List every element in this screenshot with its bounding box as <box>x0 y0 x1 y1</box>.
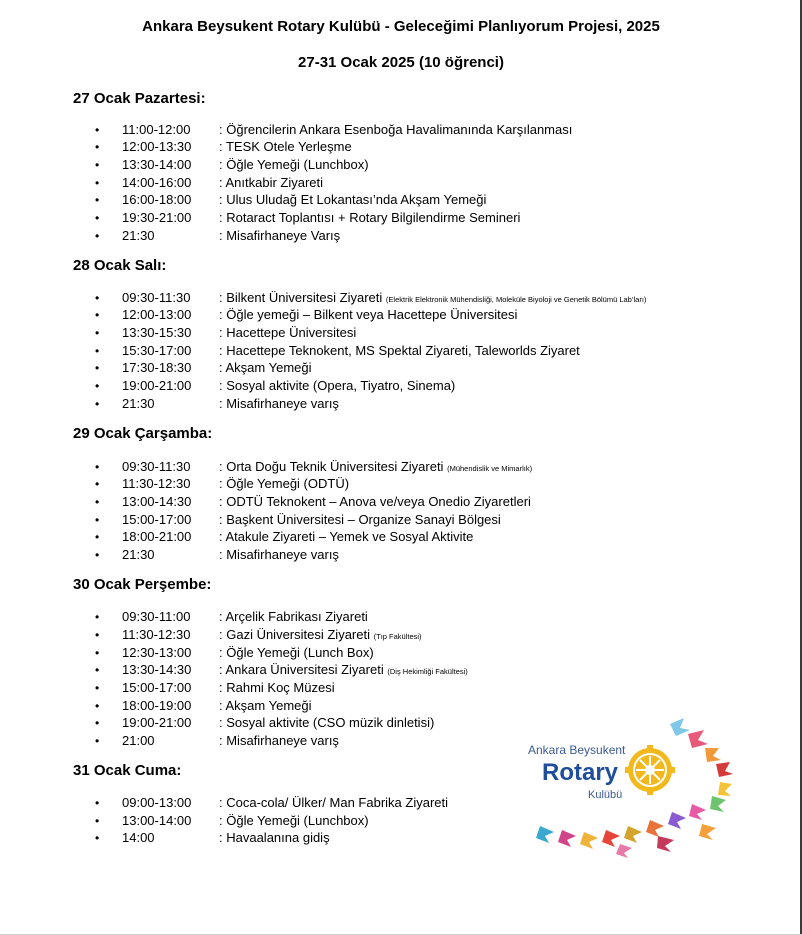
item-time: 16:00-18:00 <box>122 192 192 207</box>
day-heading: 30 Ocak Perşembe: <box>73 576 212 593</box>
bullet: • <box>95 158 100 172</box>
bullet: • <box>95 530 100 544</box>
item-time: 13:30-14:30 <box>122 662 192 677</box>
bullet: • <box>95 796 100 810</box>
bullet: • <box>95 495 100 509</box>
item-text: : Öğle Yemeği (Lunchbox) <box>219 813 369 828</box>
bullet: • <box>95 140 100 154</box>
item-time: 09:00-13:00 <box>122 795 192 810</box>
bullet: • <box>95 211 100 225</box>
bullet: • <box>95 361 100 375</box>
item-time: 13:30-14:00 <box>122 157 192 172</box>
item-text: : Başkent Üniversitesi – Organize Sanayi Bölgesi <box>219 512 501 527</box>
item-time: 14:00 <box>122 830 155 845</box>
item-note: (Mühendislik ve Mimarlık) <box>447 464 533 473</box>
item-time: 12:30-13:00 <box>122 645 192 660</box>
item-time: 15:30-17:00 <box>122 343 192 358</box>
item-time: 12:00-13:30 <box>122 139 192 154</box>
bullet: • <box>95 397 100 411</box>
item-time: 13:00-14:00 <box>122 813 192 828</box>
dove-shape <box>602 830 620 847</box>
item-text: : Hacettepe Üniversitesi <box>219 325 357 340</box>
item-text: : TESK Otele Yerleşme <box>219 139 352 154</box>
item-time: 13:30-15:30 <box>122 325 192 340</box>
dove-shape <box>668 812 686 829</box>
dove-shape <box>646 820 664 837</box>
item-time: 09:30-11:30 <box>122 290 191 305</box>
dove-shape <box>616 844 632 858</box>
item-text <box>219 626 422 646</box>
item-text: : Sosyal aktivite (CSO müzik dinletisi) <box>219 715 435 730</box>
item-text-main: : Ankara Üniversitesi Ziyareti <box>219 662 384 677</box>
item-text: : Akşam Yemeği <box>219 698 312 713</box>
bullet: • <box>95 663 100 677</box>
logo-line-2: Rotary <box>542 759 619 786</box>
item-text: : Hacettepe Teknokent, MS Spektal Ziyareti, Taleworlds Ziyaret <box>219 343 580 358</box>
bullet: • <box>95 699 100 713</box>
item-text: : Misafirhaneye varış <box>219 733 339 748</box>
item-text: : Havaalanına gidiş <box>219 830 330 845</box>
item-time: 09:30-11:00 <box>122 609 191 624</box>
item-time: 09:30-11:30 <box>122 459 191 474</box>
bullet: • <box>95 548 100 562</box>
item-time: 15:00-17:00 <box>122 512 192 527</box>
bullet: • <box>95 460 100 474</box>
item-text-main: : Bilkent Üniversitesi Ziyareti <box>219 290 383 305</box>
item-time: 19:00-21:00 <box>122 715 192 730</box>
dove-shape <box>624 826 642 843</box>
bullet: • <box>95 344 100 358</box>
item-text: : Sosyal aktivite (Opera, Tiyatro, Sinema) <box>219 378 456 393</box>
item-text: : Misafirhaneye varış <box>219 396 339 411</box>
bullet: • <box>95 477 100 491</box>
dove-shape <box>710 796 726 812</box>
item-text: : Akşam Yemeği <box>219 360 312 375</box>
dove-shape <box>699 824 716 840</box>
rotary-wheel-icon <box>625 745 675 795</box>
dove-shape <box>670 718 690 736</box>
bullet: • <box>95 193 100 207</box>
item-text: : Öğle Yemeği (Lunch Box) <box>219 645 374 660</box>
item-time: 11:30-12:30 <box>122 627 191 642</box>
item-time: 11:00-12:00 <box>122 122 191 137</box>
bullet: • <box>95 831 100 845</box>
item-note: (Elektrik Elektronik Mühendisliği, Moleküle Biyoloji ve Genetik Bölümü Lab’ları) <box>385 295 647 304</box>
dove-shape <box>716 762 733 777</box>
item-time: 18:00-19:00 <box>122 698 192 713</box>
bullet: • <box>95 814 100 828</box>
logo-line-1: Ankara Beysukent <box>528 743 626 757</box>
item-note: (Diş Hekimliği Fakültesi) <box>387 667 468 676</box>
item-text: : ODTÜ Teknokent – Anova ve/veya Onedio Ziyaretleri <box>219 494 531 509</box>
item-text: : Öğle Yemeği (Lunchbox) <box>219 157 369 172</box>
day-heading: 27 Ocak Pazartesi: <box>73 90 206 107</box>
item-text: : Öğle yemeği – Bilkent veya Hacettepe Üniversitesi <box>219 307 518 322</box>
document-title: Ankara Beysukent Rotary Kulübü - Geleceğimi Planlıyorum Projesi, 2025 <box>142 18 660 35</box>
logo-line-3: Kulübü <box>588 789 623 801</box>
bullet: • <box>95 716 100 730</box>
item-time: 13:00-14:30 <box>122 494 192 509</box>
bullet: • <box>95 646 100 660</box>
item-time: 15:00-17:00 <box>122 680 192 695</box>
item-time: 21:30 <box>122 396 155 411</box>
item-text: : Atakule Ziyareti – Yemek ve Sosyal Aktivite <box>219 529 474 544</box>
day-heading: 29 Ocak Çarşamba: <box>73 425 213 442</box>
dove-shape <box>718 782 732 796</box>
item-time: 17:30-18:30 <box>122 360 192 375</box>
dove-shape <box>689 804 706 820</box>
item-time: 21:30 <box>122 547 155 562</box>
item-text: : Rotaract Toplantısı + Rotary Bilgilendirme Semineri <box>219 210 521 225</box>
item-text: : Öğle Yemeği (ODTÜ) <box>219 476 350 491</box>
rotary-club-logo <box>520 712 740 862</box>
item-time: 21:00 <box>122 733 155 748</box>
dove-shape <box>536 826 554 843</box>
item-text: : Anıtkabir Ziyareti <box>219 175 324 190</box>
item-time: 19:30-21:00 <box>122 210 192 225</box>
bullet: • <box>95 229 100 243</box>
day-heading: 28 Ocak Salı: <box>73 257 167 274</box>
item-time: 11:30-12:30 <box>122 476 191 491</box>
item-text: : Arçelik Fabrikası Ziyareti <box>219 609 368 624</box>
dove-shape <box>688 730 708 748</box>
item-text: : Öğrencilerin Ankara Esenboğa Havalimanında Karşılanması <box>219 122 573 137</box>
bullet: • <box>95 628 100 642</box>
item-text-main: : Orta Doğu Teknik Üniversitesi Ziyareti <box>219 459 444 474</box>
bullet: • <box>95 123 100 137</box>
bullet: • <box>95 513 100 527</box>
doves-illustration <box>536 718 733 858</box>
dove-shape <box>705 748 721 762</box>
day-heading: 31 Ocak Cuma: <box>73 762 182 779</box>
item-time: 14:00-16:00 <box>122 175 192 190</box>
item-text: : Ulus Uludağ Et Lokantası’nda Akşam Yemeği <box>219 192 487 207</box>
item-note: (Tıp Fakültesi) <box>373 632 422 641</box>
bullet: • <box>95 326 100 340</box>
dove-shape <box>657 836 674 852</box>
item-text-main: : Gazi Üniversitesi Ziyareti <box>219 627 370 642</box>
bullet: • <box>95 176 100 190</box>
item-text: : Coca-cola/ Ülker/ Man Fabrika Ziyareti <box>219 795 449 810</box>
bullet: • <box>95 379 100 393</box>
item-text: : Rahmi Koç Müzesi <box>219 680 335 695</box>
item-text <box>219 661 468 681</box>
bullet: • <box>95 610 100 624</box>
item-time: 19:00-21:00 <box>122 378 192 393</box>
item-text: : Misafirhaneye varış <box>219 547 339 562</box>
item-text: : Misafirhaneye Varış <box>219 228 341 243</box>
bullet: • <box>95 291 100 305</box>
bullet: • <box>95 308 100 322</box>
bullet: • <box>95 681 100 695</box>
item-time: 21:30 <box>122 228 155 243</box>
dove-shape <box>580 832 598 849</box>
item-time: 18:00-21:00 <box>122 529 192 544</box>
dove-shape <box>558 830 576 847</box>
bullet: • <box>95 734 100 748</box>
item-time: 12:00-13:00 <box>122 307 192 322</box>
document-subtitle: 27-31 Ocak 2025 (10 öğrenci) <box>298 54 504 71</box>
